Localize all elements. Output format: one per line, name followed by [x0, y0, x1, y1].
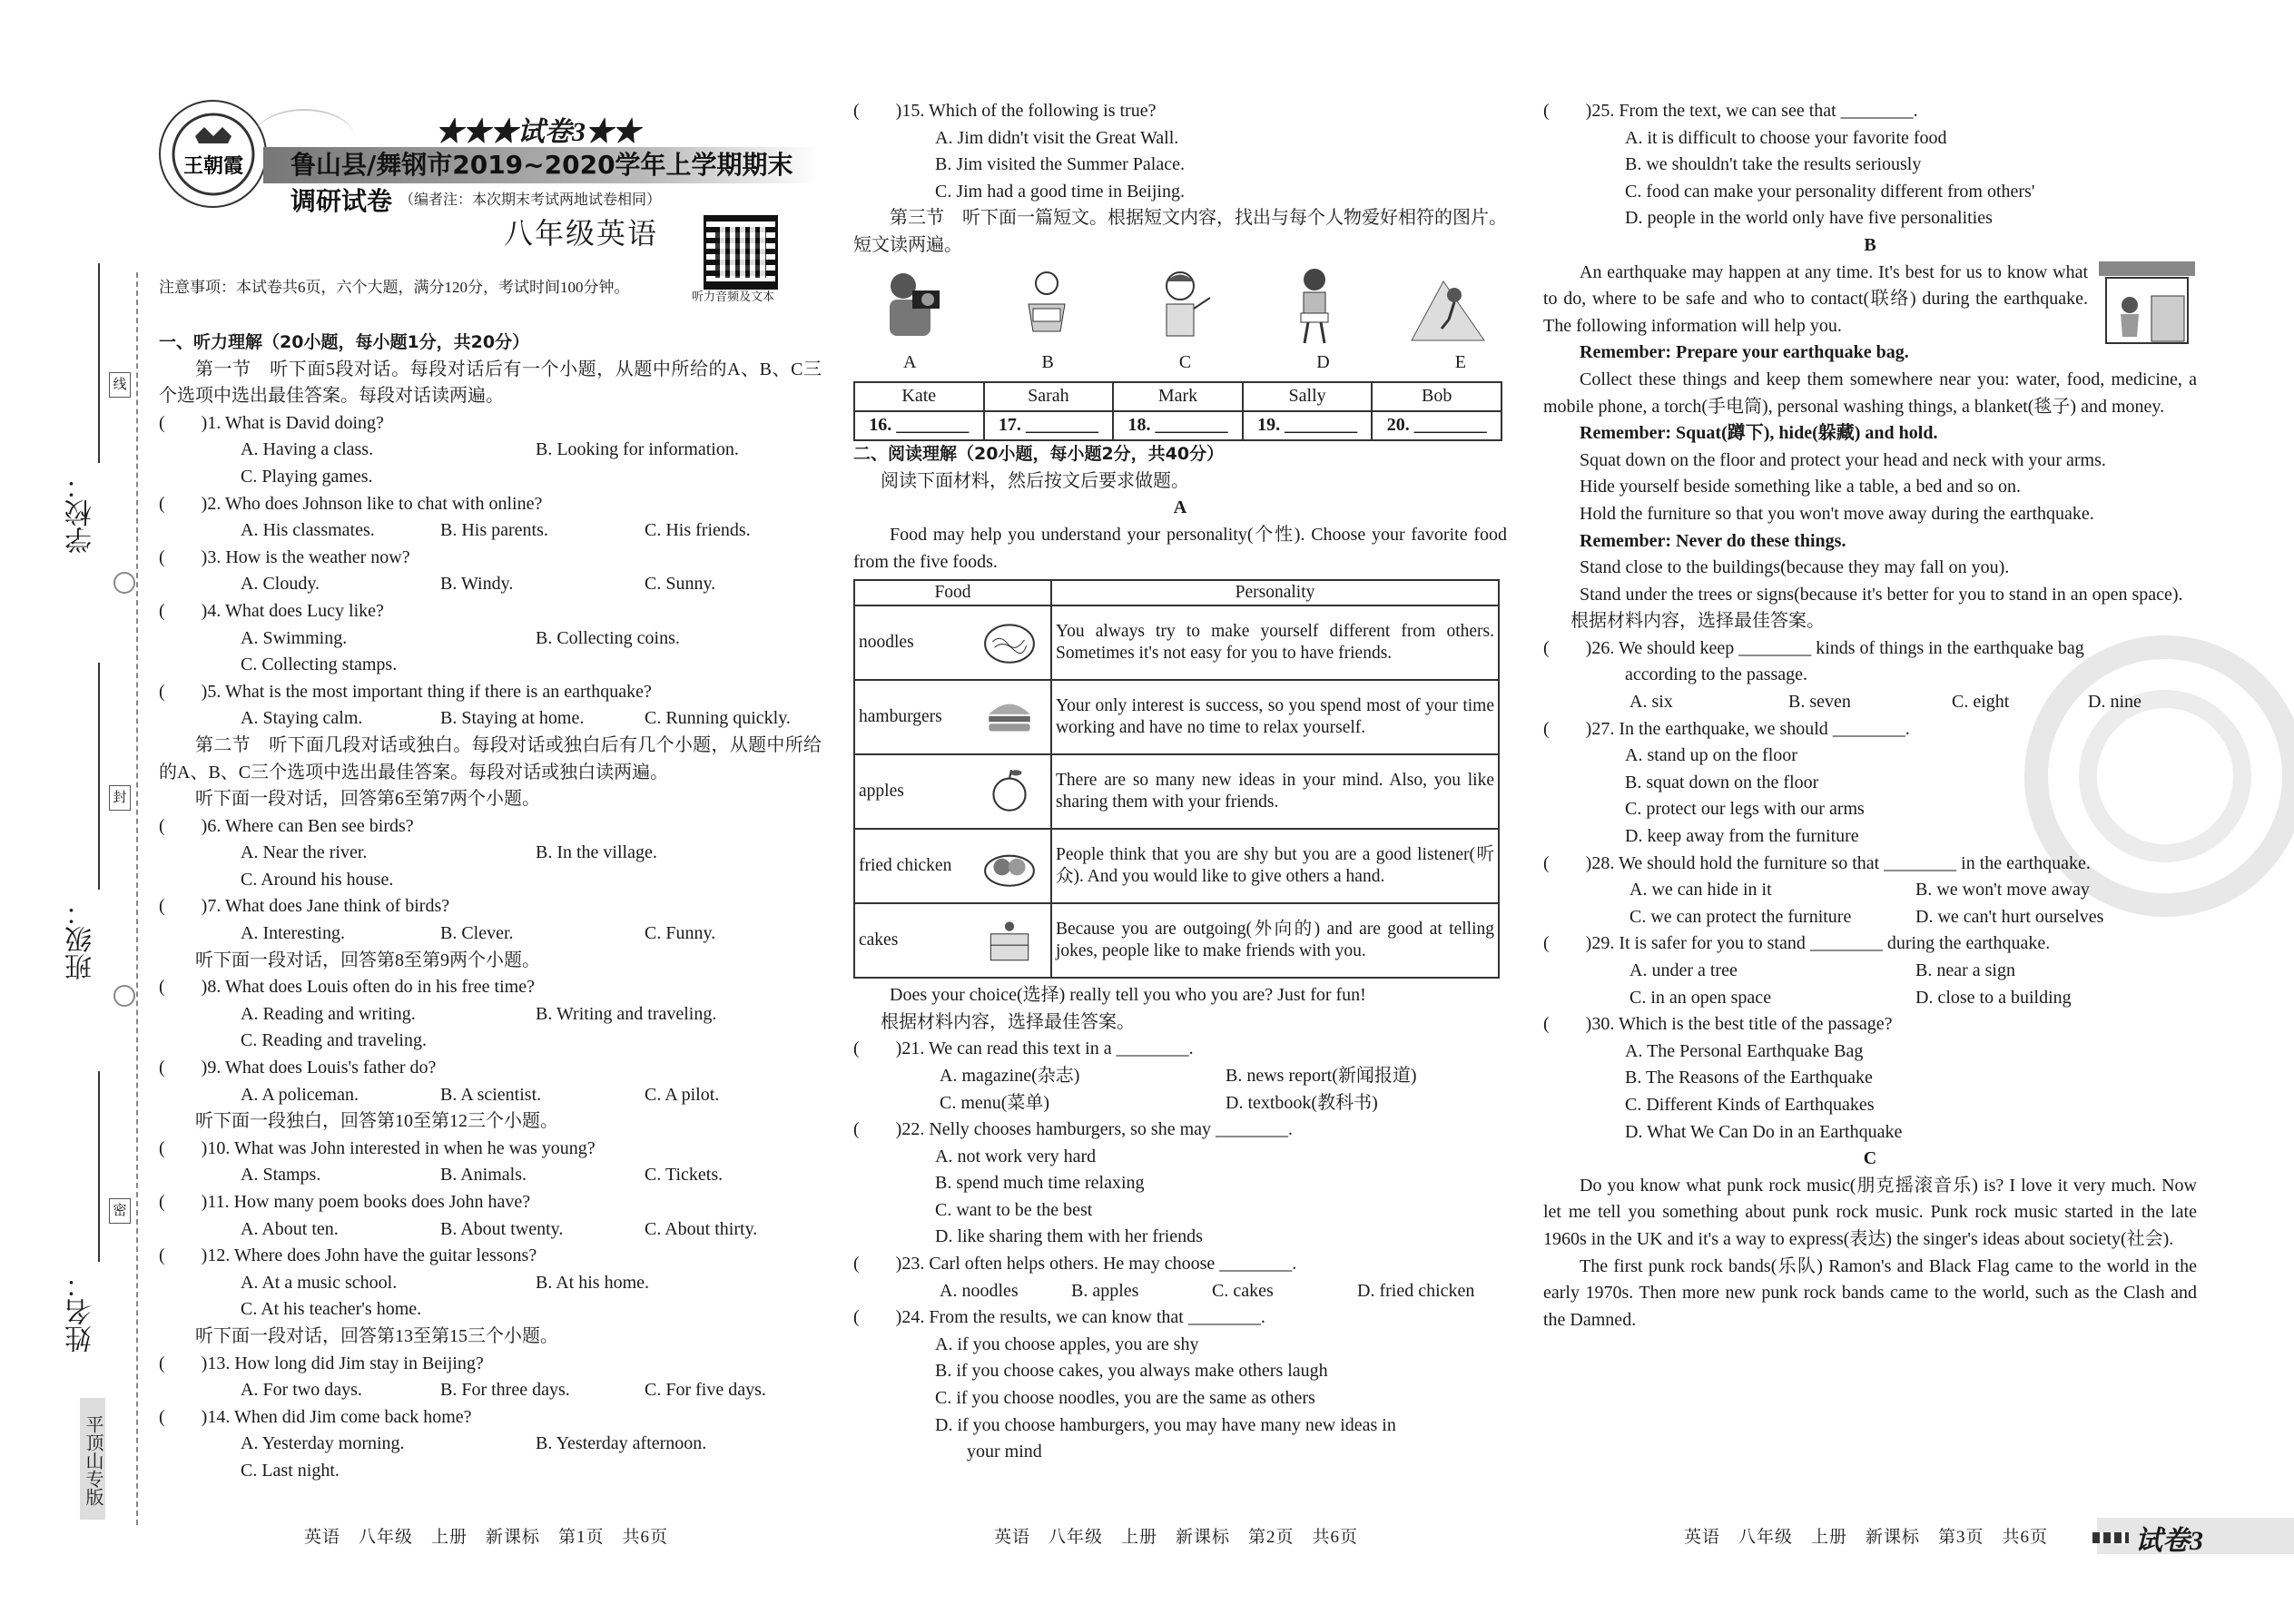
answer-option[interactable]: A. Near the river. [241, 842, 368, 863]
answer-option[interactable]: B. At his home. [536, 1272, 650, 1293]
answer-options [853, 1090, 1507, 1117]
binding-line [136, 272, 138, 1525]
answer-options [1543, 877, 2197, 904]
singing-picture-icon [1139, 263, 1221, 345]
answer-option[interactable]: D. What We Can Do in an Earthquake [1625, 1121, 1903, 1142]
studying-picture-icon [1274, 263, 1355, 345]
svg-text:王朝霞: 王朝霞 [182, 153, 243, 178]
person-name: Mark [1113, 382, 1243, 411]
section-instruction: 第二节 听下面几段对话或独白。每段对话或独白后有几个小题，从题中所给的A、B、C三个选项中选出最佳答案。每段对话或独白读两遍。 [159, 734, 822, 782]
passage-b-intro: An earthquake may happen at any time. It's best for us to know what to do, where to be safe and who to contact(联络) during the earthquake. The following information will help you. [1543, 261, 2088, 336]
question-stem: ( )27. In the earthquake, we should ________. [1543, 718, 1910, 739]
sub-instruction: 听下面一段独白，回答第10至第12三个小题。 [195, 1111, 558, 1132]
answer-options [159, 437, 822, 464]
answer-option[interactable]: A. About ten. [241, 1218, 339, 1239]
answer-option[interactable]: A. Jim didn't visit the Great Wall. [935, 127, 1179, 148]
answer-options [1543, 689, 2197, 716]
answer-option[interactable]: B. Staying at home. [440, 708, 585, 729]
question-stem: ( )30. Which is the best title of the passage? [1543, 1014, 1893, 1035]
answer-blank[interactable]: 17. ________ [984, 411, 1114, 440]
section-instruction: 第一节 听下面5段对话。每段对话后有一个小题，从题中所给的A、B、C三个选项中选出最佳答案。每段对话读两遍。 [159, 359, 822, 407]
answer-option[interactable]: C. Last night. [241, 1460, 340, 1481]
personality-text: There are so many new ideas in your mind. Also, you like sharing them with your friends. [1051, 754, 1499, 829]
answer-option[interactable]: B. spend much time relaxing [935, 1173, 1145, 1194]
answer-option[interactable]: B. Animals. [440, 1165, 527, 1186]
answer-option[interactable]: D. textbook(教科书) [1226, 1092, 1378, 1113]
answer-option[interactable]: A. Cloudy. [241, 574, 320, 595]
page-footer: 英语 八年级 上册 新课标 第1页 共6页 [304, 1528, 669, 1547]
answer-option[interactable]: A. Reading and writing. [241, 1003, 416, 1024]
personality-text: You always try to make yourself different from others. Sometimes it's not easy for you to have friends. [1051, 605, 1499, 680]
picture-label: C [1178, 351, 1192, 372]
personality-text: People think that you are shy but you are a good listener(听众). And you would like to give others a hand. [1051, 829, 1499, 903]
answer-option[interactable]: B. if you choose cakes, you always make others laugh [935, 1361, 1328, 1382]
answer-option[interactable]: B. A scientist. [440, 1084, 542, 1105]
answer-blank[interactable]: 20. ________ [1372, 411, 1501, 440]
answer-option[interactable]: D. people in the world only have five personalities [1625, 208, 1993, 229]
picture-label: A [903, 351, 917, 372]
question-stem: ( )12. Where does John have the guitar lessons? [159, 1245, 537, 1266]
sub-instruction: 听下面一段对话，回答第13至第15三个小题。 [195, 1325, 558, 1346]
answer-option[interactable]: B. we won't move away [1915, 880, 2090, 901]
passage-a-closing: Does your choice(选择) really tell you who you are? Just for fun! [890, 985, 1366, 1006]
crown-logo-icon [168, 109, 259, 200]
climbing-picture-icon [1407, 263, 1489, 345]
answer-option[interactable]: C. His friends. [645, 520, 751, 541]
answer-option[interactable]: C. want to be the best [935, 1199, 1093, 1220]
page-footer: 英语 八年级 上册 新课标 第3页 共6页 [1684, 1528, 2049, 1547]
answer-option[interactable]: C. if you choose noodles, you are the same as others [935, 1388, 1315, 1409]
editor-note: （编者注：本次期末考试两地试卷相同） [399, 192, 662, 208]
answer-option[interactable]: B. Looking for information. [536, 439, 739, 460]
answer-option[interactable]: C. in an open space [1629, 987, 1772, 1008]
instruction: 根据材料内容，选择最佳答案。 [881, 1011, 1135, 1032]
answer-option[interactable]: C. eight [1952, 692, 2010, 713]
passage-b-paragraph: Squat down on the floor and protect your head and neck with your arms. [1580, 449, 2106, 470]
answer-options [159, 920, 822, 948]
answer-options [159, 1001, 822, 1029]
section-heading: 一、听力理解（20小题，每小题1分，共20分） [159, 332, 530, 352]
question-stem: ( )8. What does Louis often do in his free time? [159, 977, 535, 998]
answer-option[interactable]: B. His parents. [440, 520, 548, 541]
answer-option[interactable]: D. nine [2088, 692, 2141, 713]
section-instruction: 第三节 听下面一篇短文。根据短文内容，找出与每个人物爱好相符的图片。短文读两遍。 [853, 208, 1507, 255]
answer-options [159, 1216, 822, 1244]
answer-option[interactable]: C. At his teacher's home. [241, 1299, 422, 1320]
question-stem: ( )14. When did Jim come back home? [159, 1406, 472, 1427]
answer-option[interactable]: C. Running quickly. [645, 708, 791, 729]
answer-option[interactable]: B. Windy. [440, 574, 514, 595]
answer-option[interactable]: A. Swimming. [241, 627, 348, 648]
answer-option[interactable]: A. Staying calm. [241, 708, 363, 729]
answer-option[interactable]: B. we shouldn't take the results seriously [1625, 154, 1922, 175]
noodles-icon [981, 615, 1038, 668]
remember-heading: Remember: Squat(蹲下), hide(躲藏) and hold. [1580, 423, 1938, 444]
photographer-picture-icon [871, 263, 953, 345]
question-stem: ( )24. From the results, we can know that ________. [853, 1307, 1265, 1328]
answer-option[interactable]: A. Stamps. [241, 1165, 321, 1186]
question-stem: ( )25. From the text, we can see that ________. [1543, 101, 1918, 121]
passage-b-paragraph: Stand close to the buildings(because they may fall on you). [1580, 557, 2010, 578]
answer-option[interactable]: C. Around his house. [241, 869, 394, 890]
question-stem: ( )1. What is David doing? [159, 412, 384, 433]
question-stem: ( )6. Where can Ben see birds? [159, 815, 414, 836]
answer-option[interactable]: A. six [1629, 692, 1673, 713]
answer-option[interactable]: C. Collecting stamps. [241, 655, 398, 675]
remember-heading: Remember: Prepare your earthquake bag. [1580, 342, 1909, 363]
edition-label: 平顶山专版 [80, 1398, 105, 1520]
sub-instruction: 听下面一段对话，回答第8至第9两个小题。 [195, 950, 540, 970]
answer-option[interactable]: A. under a tree [1629, 960, 1738, 980]
answer-option[interactable]: A. Interesting. [241, 923, 345, 944]
food-name: apples [859, 782, 904, 802]
passage-paragraph: Do you know what punk rock music(朋克摇滚音乐) is? I love it very much. Now let me tell you something about punk rock music. Punk rock music started in the late 1960s in the UK and it's a way to express(表达) the singer's ideas about society(社会). [1543, 1175, 2197, 1249]
instruction: 根据材料内容，选择最佳答案。 [1570, 611, 1825, 632]
question-stem: ( )11. How many poem books does John have? [159, 1192, 531, 1212]
brand-logo [159, 100, 267, 208]
answer-option[interactable]: C. cakes [1212, 1280, 1274, 1301]
answer-option[interactable]: B. Jim visited the Summer Palace. [935, 154, 1185, 175]
answer-blank[interactable]: 19. ________ [1243, 411, 1373, 440]
answer-option[interactable]: D. we can't hurt ourselves [1915, 906, 2104, 927]
answer-option[interactable]: B. Yesterday afternoon. [536, 1433, 707, 1454]
answer-option[interactable]: A. His classmates. [241, 520, 375, 541]
remember-heading: Remember: Never do these things. [1580, 530, 1846, 551]
reading-picture-icon [1006, 263, 1088, 345]
answer-option[interactable]: according to the passage. [1625, 664, 1808, 685]
answer-options [1543, 904, 2197, 931]
name-field[interactable] [98, 1071, 100, 1262]
answer-option[interactable]: C. A pilot. [645, 1084, 720, 1105]
qr-caption: 听力音频及文本 [692, 290, 775, 303]
school-field[interactable] [98, 263, 100, 463]
section-heading: 二、阅读理解（20小题，每小题2分，共40分） [853, 444, 1225, 465]
answer-option[interactable]: A. we can hide in it [1629, 880, 1772, 901]
qr-code-icon[interactable] [704, 215, 778, 290]
sub-instruction: 听下面一段对话，回答第6至第7两个小题。 [195, 789, 540, 810]
answer-option[interactable]: B. Collecting coins. [536, 627, 680, 648]
person-name: Sally [1243, 382, 1373, 411]
fried-chicken-icon [981, 839, 1038, 891]
question-stem: ( )10. What was John interested in when he was young? [159, 1137, 596, 1158]
earthquake-hiding-picture-icon [2097, 260, 2197, 346]
person-name: Sarah [984, 382, 1114, 411]
answer-option[interactable]: D. keep away from the furniture [1625, 826, 1859, 847]
picture-label: B [1041, 351, 1054, 372]
question-stem: ( )15. Which of the following is true? [853, 101, 1157, 121]
apple-icon [981, 764, 1038, 817]
answer-blank[interactable]: 18. ________ [1113, 411, 1243, 440]
answer-options [853, 1278, 1507, 1305]
answer-option[interactable]: B. About twenty. [440, 1218, 564, 1239]
school-label: 学校： [65, 472, 97, 554]
class-field[interactable] [98, 663, 100, 890]
cake-icon [981, 913, 1038, 966]
paper-tab-label: 试卷3 [2135, 1526, 2203, 1556]
answer-option[interactable]: A. if you choose apples, you are shy [935, 1334, 1199, 1354]
answer-options [159, 517, 822, 545]
hole-icon [113, 985, 135, 1007]
passage-b [1543, 260, 2197, 340]
exam-title: 鲁山县/舞钢市2019~2020学年上学期期末调研试卷 [263, 147, 817, 183]
exam-notice: 注意事项：本试卷共6页，六个大题，满分120分，考试时间100分钟。 [159, 279, 630, 296]
answer-option[interactable]: C. Different Kinds of Earthquakes [1625, 1094, 1875, 1115]
question-stem: ( )7. What does Jane think of birds? [159, 896, 450, 917]
answer-options [159, 1377, 822, 1404]
passage-label: A [1173, 497, 1187, 518]
answer-option[interactable]: C. menu(菜单) [940, 1092, 1050, 1113]
answer-option[interactable]: A. magazine(杂志) [940, 1065, 1080, 1086]
answer-options [159, 1270, 822, 1297]
instruction: 阅读下面材料，然后按文后要求做题。 [881, 470, 1189, 491]
tab-decoration [2092, 1532, 2129, 1543]
food-name: hamburgers [859, 707, 942, 727]
answer-option[interactable]: B. apples [1071, 1280, 1139, 1301]
hole-icon [113, 572, 135, 594]
answer-option[interactable]: A. At a music school. [241, 1272, 398, 1293]
answer-option[interactable]: D. close to a building [1915, 987, 2072, 1008]
food-name: noodles [859, 633, 914, 653]
question-stem: ( )9. What does Louis's father do? [159, 1058, 437, 1078]
answer-blank[interactable]: 16. ________ [854, 411, 984, 440]
answer-option[interactable]: A. it is difficult to choose your favorite food [1625, 127, 1947, 148]
table-header: Personality [1051, 580, 1499, 605]
answer-option[interactable]: C. we can protect the furniture [1629, 906, 1852, 927]
personality-text: Your only interest is success, so you spend most of your time working and have no time to relax yourself. [1051, 680, 1499, 754]
answer-option[interactable]: C. For five days. [645, 1380, 766, 1401]
answer-options [159, 840, 822, 867]
answer-options [159, 1162, 822, 1189]
answer-options [159, 705, 822, 733]
table-header: Food [854, 580, 1051, 605]
answer-options [1543, 958, 2197, 985]
answer-option[interactable]: C. Reading and traveling. [241, 1030, 427, 1051]
food-personality-table [853, 579, 1500, 979]
answer-options [159, 1431, 822, 1458]
answer-option[interactable]: C. Sunny. [645, 574, 716, 595]
answer-option[interactable]: A. Having a class. [241, 439, 374, 460]
seal-mark-secret: 密 [109, 1198, 131, 1224]
question-stem: ( )2. Who does Johnson like to chat with online? [159, 493, 543, 514]
answer-options [853, 1063, 1507, 1090]
answer-option[interactable]: A. For two days. [241, 1380, 362, 1401]
answer-option[interactable]: A. noodles [940, 1280, 1019, 1301]
question-stem: ( )3. How is the weather now? [159, 546, 410, 567]
question-stem: ( )26. We should keep ________ kinds of things in the earthquake bag [1543, 637, 2084, 658]
question-stem: ( )22. Nelly chooses hamburgers, so she may ________. [853, 1119, 1294, 1140]
answer-option[interactable]: B. seven [1788, 692, 1851, 713]
answer-options [159, 571, 822, 598]
answer-option[interactable]: A. Yesterday morning. [241, 1433, 405, 1454]
column-3 [1543, 98, 2197, 1334]
passage-a-intro: Food may help you understand your personality(个性). Choose your favorite food from the five foods. [853, 524, 1507, 572]
answer-option[interactable]: A. stand up on the floor [1625, 745, 1797, 766]
answer-option[interactable]: B. Writing and traveling. [536, 1003, 717, 1024]
passage-b-paragraph: Stand under the trees or signs(because it's better for you to stand in an open space). [1580, 584, 2183, 605]
answer-option[interactable]: D. fried chicken [1357, 1280, 1475, 1301]
answer-option[interactable]: C. Tickets. [645, 1165, 724, 1186]
passage-b-paragraph: Hold the furniture so that you won't move away during the earthquake. [1580, 503, 2094, 524]
answer-option[interactable]: C. Playing games. [241, 466, 373, 487]
answer-option[interactable]: C. Funny. [645, 923, 716, 944]
answer-option[interactable]: D. if you choose hamburgers, you may have many new ideas in [935, 1414, 1396, 1435]
question-stem: ( )5. What is the most important thing if there is an earthquake? [159, 681, 652, 702]
answer-option[interactable]: B. For three days. [440, 1380, 570, 1401]
picture-label: D [1316, 351, 1330, 372]
subject-title: 八年级英语 [504, 216, 659, 251]
person-name: Bob [1372, 382, 1501, 411]
personality-text: Because you are outgoing(外向的) and are good at telling jokes, people like to make friends with you. [1051, 903, 1499, 978]
passage-b-paragraph: Hide yourself beside something like a table, a bed and so on. [1580, 477, 2021, 497]
passage-paragraph: The first punk rock bands(乐队) Ramon's and Black Flag came to the world in the early 1970s. Then more new punk rock bands came to the world, such as the Clash and the Damned. [1543, 1255, 2197, 1330]
name-label: 姓名： [65, 1271, 97, 1353]
passage-b-paragraph: Collect these things and keep them somewhere near you: water, food, medicine, a mobile phone, a torch(手电筒), personal washing things, a blanket(毯子) and money. [1543, 369, 2197, 417]
class-label: 班级： [65, 899, 97, 980]
question-stem: ( )21. We can read this text in a ________. [853, 1038, 1194, 1059]
answer-option[interactable]: C. food can make your personality different from others' [1625, 181, 2035, 202]
seal-mark-seal: 封 [109, 785, 131, 811]
hamburger-icon [981, 690, 1038, 743]
food-name: fried chicken [859, 856, 952, 876]
question-stem: ( )23. Carl often helps others. He may choose ________. [853, 1254, 1297, 1275]
question-stem: ( )28. We should hold the furniture so that ________ in the earthquake. [1543, 852, 2091, 873]
picture-label: E [1454, 351, 1466, 372]
matching-table [853, 381, 1502, 441]
answer-option[interactable]: A. The Personal Earthquake Bag [1625, 1040, 1864, 1061]
passage-label: B [1864, 234, 1876, 255]
column-1 [159, 330, 822, 1485]
test-number: ★★★试卷3★★ [436, 117, 640, 147]
column-2 [853, 98, 1507, 1466]
person-name: Kate [854, 382, 984, 411]
answer-option[interactable]: B. near a sign [1915, 960, 2015, 980]
page-footer: 英语 八年级 上册 新课标 第2页 共6页 [994, 1528, 1359, 1547]
seal-mark-line: 线 [109, 372, 131, 398]
answer-option[interactable]: B. Clever. [440, 923, 514, 944]
question-stem: ( )29. It is safer for you to stand ________ during the earthquake. [1543, 933, 2051, 954]
food-name: cakes [859, 930, 899, 950]
answer-option[interactable]: C. Jim had a good time in Beijing. [935, 181, 1185, 202]
answer-option[interactable]: B. In the village. [536, 842, 657, 863]
answer-options [159, 1082, 822, 1109]
answer-option[interactable]: B. squat down on the floor [1625, 772, 1819, 792]
answer-option[interactable]: A. not work very hard [935, 1146, 1097, 1166]
answer-option-continued: your mind [967, 1442, 1042, 1462]
answer-option[interactable]: A. A policeman. [241, 1084, 359, 1105]
answer-option[interactable]: C. About thirty. [645, 1218, 758, 1239]
answer-option[interactable]: B. news report(新闻报道) [1226, 1065, 1417, 1086]
passage-label: C [1863, 1148, 1877, 1169]
answer-options [1543, 985, 2197, 1012]
question-stem: ( )13. How long did Jim stay in Beijing? [159, 1353, 484, 1373]
answer-option[interactable]: D. like sharing them with her friends [935, 1226, 1203, 1247]
answer-option[interactable]: C. protect our legs with our arms [1625, 799, 1865, 820]
answer-options [159, 625, 822, 653]
answer-option[interactable]: B. The Reasons of the Earthquake [1625, 1068, 1873, 1088]
question-stem: ( )4. What does Lucy like? [159, 600, 384, 621]
hobby-pictures [853, 263, 1507, 349]
